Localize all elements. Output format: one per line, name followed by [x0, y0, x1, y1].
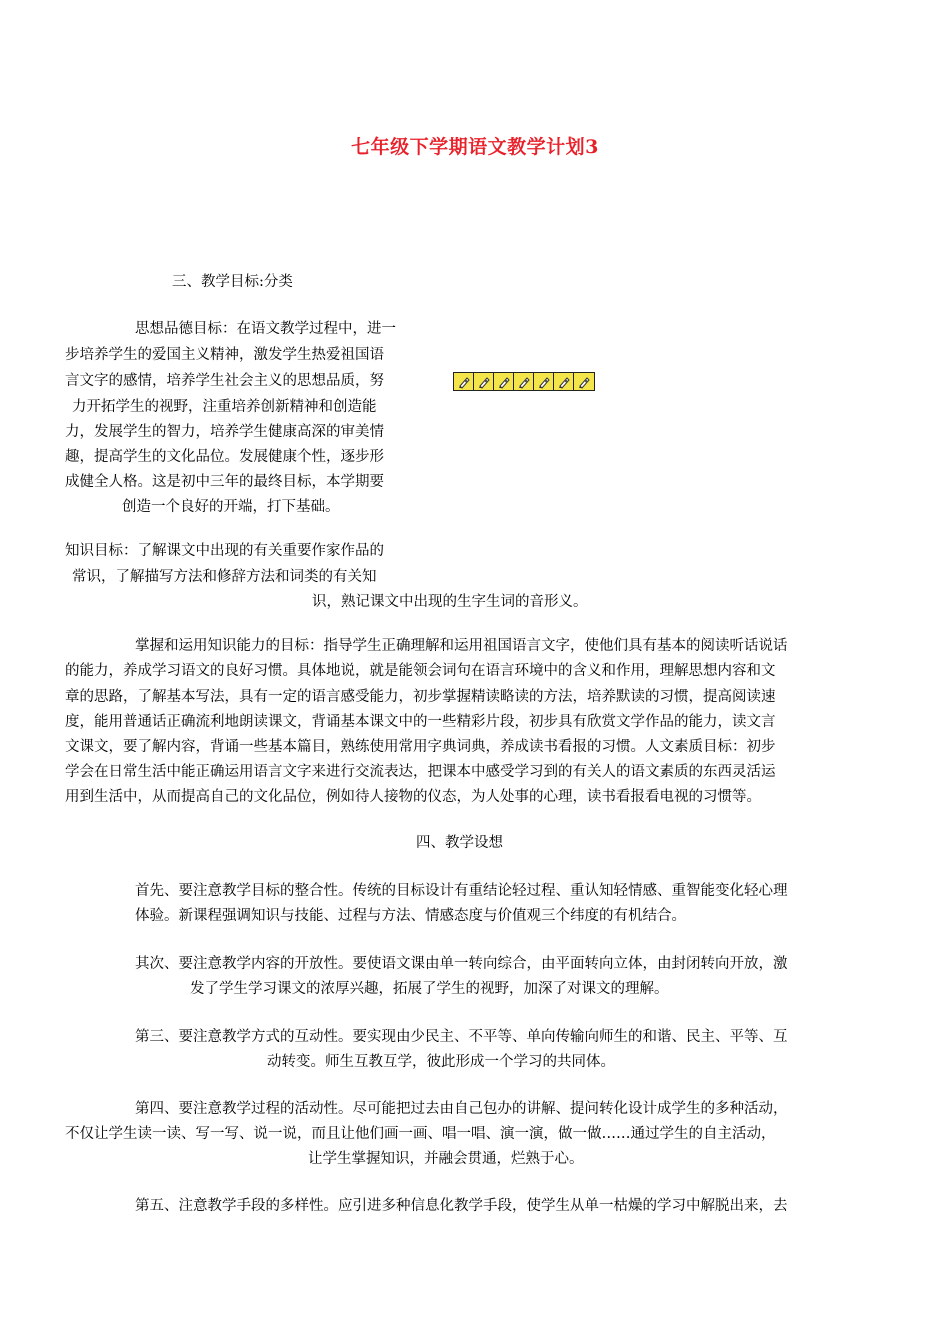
idea-line: 让学生掌握知识，并融会贯通，烂熟于心。 — [308, 1151, 584, 1167]
page-title: 七年级下学期语文教学计划3 — [351, 136, 599, 158]
ability-line: 度，能用普通话正确流利地朗读课文，背诵基本课文中的一些精彩片段，初步具有欣赏文学作品的能力，读文言 — [65, 714, 776, 730]
idea-line: 第三、要注意教学方式的互动性。要实现由少民主、不平等、单向传输向师生的和谐、民主、平等、互 — [135, 1029, 788, 1045]
decorative-icon-strip — [453, 372, 595, 391]
moral-line: 力，发展学生的智力，培养学生健康高深的审美情 — [65, 424, 384, 440]
section-heading-goals: 三、教学目标:分类 — [172, 274, 293, 290]
ability-line: 章的思路，了解基本写法，具有一定的语言感受能力，初步掌握精读略读的方法，培养默读的习惯，提高阅读速 — [65, 689, 776, 705]
idea-line: 其次、要注意教学内容的开放性。要使语文课由单一转向综合，由平面转向立体，由封闭转向开放，激 — [135, 956, 788, 972]
idea-line: 第五、注意教学手段的多样性。应引进多种信息化教学手段，使学生从单一枯燥的学习中解脱出来，去 — [135, 1198, 788, 1214]
ability-line: 用到生活中，从而提高自己的文化品位，例如待人接物的仪态，为人处事的心理，读书看报看电视的习惯等。 — [65, 789, 761, 805]
pencil-icon — [534, 373, 554, 390]
idea-line: 体验。新课程强调知识与技能、过程与方法、情感态度与价值观三个纬度的有机结合。 — [135, 908, 686, 924]
moral-line: 言文字的感情，培养学生社会主义的思想品质，努 — [65, 373, 384, 389]
idea-line: 首先、要注意教学目标的整合性。传统的目标设计有重结论轻过程、重认知轻情感、重智能变化轻心理 — [135, 883, 788, 899]
moral-line: 力开拓学生的视野，注重培养创新精神和创造能 — [72, 399, 377, 415]
idea-line: 第四、要注意教学过程的活动性。尽可能把过去由自己包办的讲解、提问转化设计成学生的多种活动， — [135, 1101, 788, 1117]
ability-line: 的能力，养成学习语文的良好习惯。具体地说，就是能领会词句在语言环境中的含义和作用，理解思想内容和文 — [65, 663, 776, 679]
pencil-icon — [494, 373, 514, 390]
moral-line: 步培养学生的爱国主义精神，激发学生热爱祖国语 — [65, 347, 384, 363]
ability-line: 掌握和运用知识能力的目标：指导学生正确理解和运用祖国语言文字，使他们具有基本的阅读听话说话 — [135, 638, 788, 654]
moral-line: 创造一个良好的开端，打下基础。 — [122, 499, 340, 515]
knowledge-line: 常识，了解描写方法和修辞方法和词类的有关知 — [72, 569, 377, 585]
idea-line: 不仅让学生读一读、写一写、说一说，而且让他们画一画、唱一唱、演一演，做一做……通过学生的自主活动， — [65, 1126, 776, 1142]
ability-line: 文课文，要了解内容，背诵一些基本篇目，熟练使用常用字典词典，养成读书看报的习惯。人文素质目标：初步 — [65, 739, 776, 755]
section-heading-ideas: 四、教学设想 — [416, 835, 503, 851]
moral-line: 趣，提高学生的文化品位。发展健康个性，逐步形 — [65, 449, 384, 465]
knowledge-line: 知识目标：了解课文中出现的有关重要作家作品的 — [65, 543, 384, 559]
moral-line: 成健全人格。这是初中三年的最终目标，本学期要 — [65, 474, 384, 490]
idea-line: 发了学生学习课文的浓厚兴趣，拓展了学生的视野，加深了对课文的理解。 — [190, 981, 669, 997]
moral-line: 思想品德目标：在语文教学过程中，进一 — [135, 321, 396, 337]
pencil-icon — [514, 373, 534, 390]
pencil-icon — [474, 373, 494, 390]
pencil-icon — [574, 373, 594, 390]
ability-line: 学会在日常生活中能正确运用语言文字来进行交流表达，把课本中感受学习到的有关人的语文素质的东西灵活运 — [65, 764, 776, 780]
pencil-icon — [454, 373, 474, 390]
idea-line: 动转变。师生互教互学，彼此形成一个学习的共同体。 — [267, 1054, 615, 1070]
knowledge-line: 识，熟记课文中出现的生字生词的音形义。 — [312, 594, 588, 610]
pencil-icon — [554, 373, 574, 390]
